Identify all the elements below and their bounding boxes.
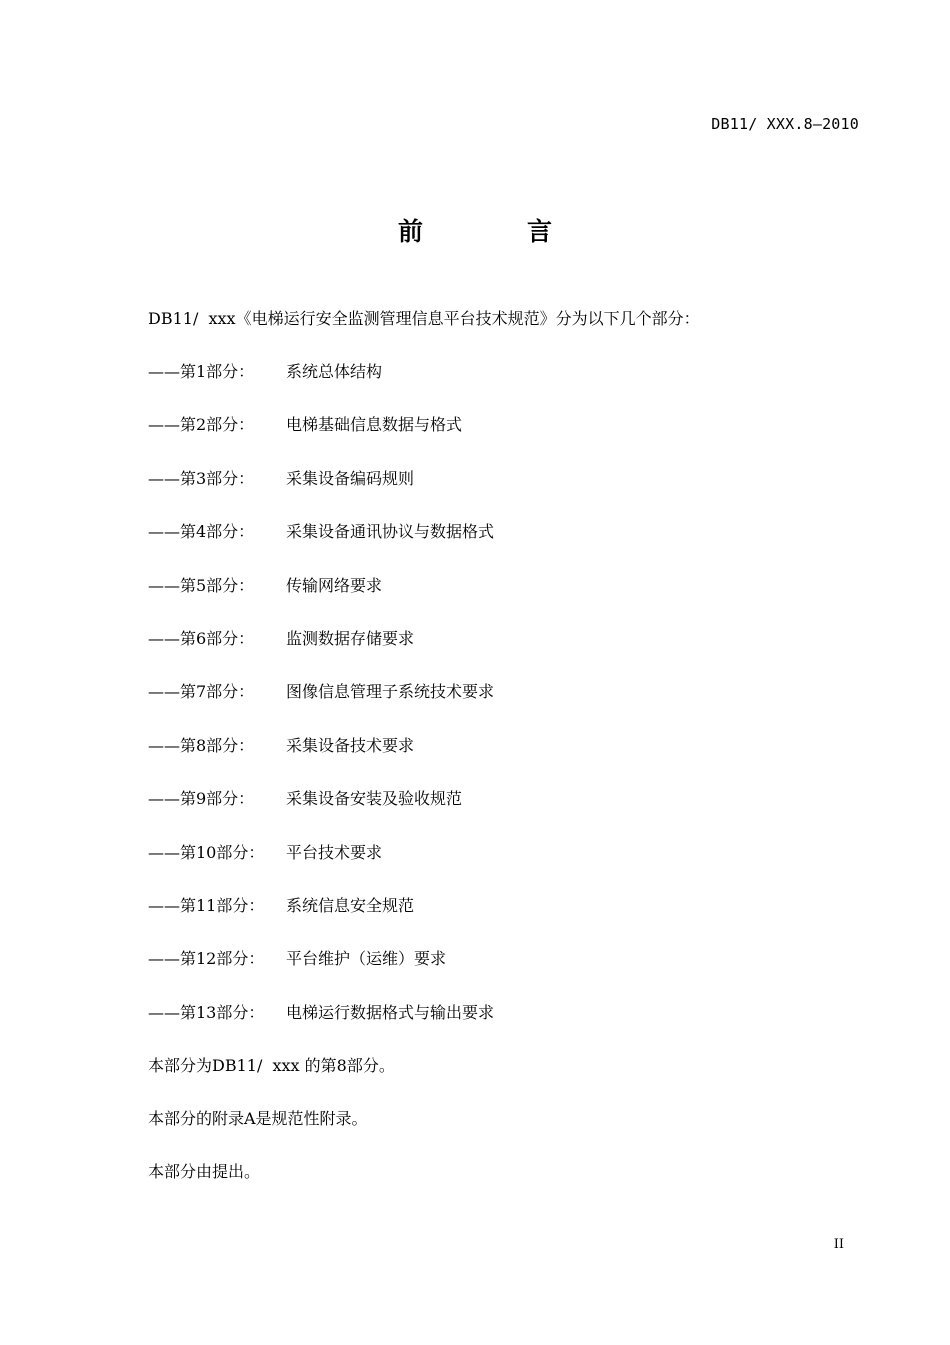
part-name: 传输网络要求 [286,575,383,595]
part-name: 图像信息管理子系统技术要求 [286,682,495,702]
list-item [148,626,494,679]
standard-code: DB11/ XXX.8—2010 [711,115,859,133]
part-label: ——第6部分： [148,628,255,648]
part-label: ——第7部分： [148,682,255,702]
part-name: 电梯运行数据格式与输出要求 [286,1002,495,1022]
part-label: ——第2部分： [148,415,255,435]
list-item [148,519,494,572]
proposed-by-paragraph: 本部分由提出。 [148,1162,261,1181]
list-item [148,840,494,893]
part-name: 采集设备安装及验收规范 [286,789,463,809]
list-item [148,466,494,519]
part-name: 采集设备编码规则 [286,468,415,488]
this-part-paragraph: 本部分为DB11/ xxx 的第8部分。 [148,1056,395,1075]
part-label: ——第4部分： [148,522,255,542]
part-label: ——第5部分： [148,575,255,595]
title-char-1: 前 [397,217,423,246]
page-title [0,212,950,248]
part-name: 系统信息安全规范 [286,895,415,915]
list-item [148,359,494,412]
part-label: ——第10部分： [148,842,265,862]
part-label: ——第9部分： [148,789,255,809]
list-item [148,733,494,786]
part-name: 电梯基础信息数据与格式 [286,415,463,435]
part-name: 系统总体结构 [286,362,383,381]
page-number: II [833,1237,844,1252]
part-name: 采集设备通讯协议与数据格式 [286,522,495,542]
list-item [148,412,494,465]
part-label: ——第11部分： [148,895,265,915]
part-name: 采集设备技术要求 [286,735,415,755]
list-item [148,893,494,946]
title-char-2: 言 [527,217,553,246]
part-name: 平台技术要求 [286,842,383,862]
part-label: ——第12部分： [148,949,265,969]
list-item [148,1000,494,1053]
part-label: ——第1部分： [148,362,255,381]
annex-paragraph: 本部分的附录A是规范性附录。 [148,1109,368,1128]
part-name: 平台维护（运维）要求 [286,949,447,969]
part-name: 监测数据存储要求 [286,628,415,648]
list-item [148,573,494,626]
part-label: ——第13部分： [148,1002,265,1022]
part-label: ——第3部分： [148,468,255,488]
intro-paragraph: DB11/ xxx《电梯运行安全监测管理信息平台技术规范》分为以下几个部分： [148,309,700,328]
parts-list [148,359,494,1053]
list-item [148,786,494,839]
list-item [148,946,494,999]
list-item [148,679,494,732]
part-label: ——第8部分： [148,735,255,755]
